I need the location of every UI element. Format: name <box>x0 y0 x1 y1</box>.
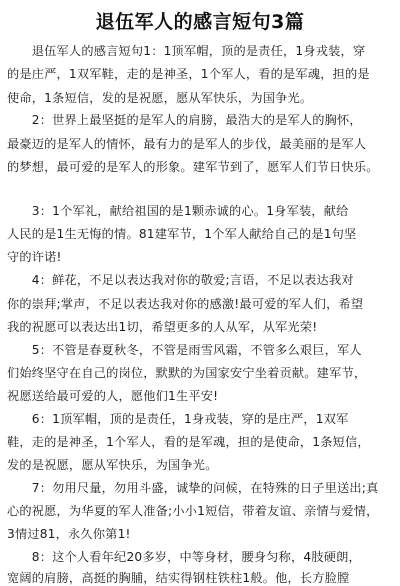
document-title: 退伍军人的感言短句3篇 <box>95 11 305 33</box>
text-line: 们始终坚守在自己的岗位，默默的为国家安宁坐着贡献。建军节， <box>7 366 367 380</box>
text-line: 2：世界上最坚挺的是军人的肩膀，最浩大的是军人的胸怀， <box>7 113 362 127</box>
text-line: 5：不管是春夏秋冬，不管是雨雪风霜，不管多么艰巨，军人 <box>7 343 362 357</box>
text-line: 3：1个军礼，献给祖国的是1颗赤诚的心。1身军装，献给 <box>7 204 349 218</box>
text-line: 的是庄严，1双军鞋，走的是神圣，1个军人，看的是军魂，担的是 <box>7 67 370 81</box>
text-line: 退伍军人的感言短句1：1顶军帽，顶的是责任，1身戎装，穿 <box>7 44 366 58</box>
text-line: 你的崇拜;掌声，不足以表达我对你的感激!最可爱的军人们，希望 <box>7 297 364 311</box>
text-line: 人民的是1生无悔的情。81建军节，1个军人献给自己的是1句坚 <box>7 227 357 241</box>
text-line: 4：鲜花，不足以表达我对你的敬爱;言语，不足以表达我对 <box>7 273 354 287</box>
text-line: 心的祝愿，为华夏的军人准备;小小1短信，带着友谊、亲情与爱情， <box>7 504 379 518</box>
text-line: 的梦想，最可爱的是军人的形象。建军节到了，愿军人们节日快乐。 <box>7 160 379 174</box>
text-line: 我的祝愿可以表达出1切，希望更多的人从军，从军光荣! <box>7 320 318 334</box>
text-line: 鞋，走的是神圣，1个军人，看的是军魂，担的是使命，1条短信， <box>7 435 370 449</box>
text-line: 最豪迈的是军人的情怀，最有力的是军人的步伐，最美丽的是军人 <box>7 137 367 151</box>
text-line: 守的许诺! <box>7 250 62 264</box>
text-line: 使命，1条短信，发的是祝愿，愿从军快乐，为国争光。 <box>7 91 313 105</box>
text-line: 3情过81，永久你第1! <box>7 527 131 541</box>
text-line: 7：勿用尺量，勿用斗盛，诚挚的问候，在特殊的日子里送出;真 <box>7 481 379 495</box>
text-line: 宽阔的肩膀，高挺的胸脯，结实得钢柱铁柱1般。他，长方脸膛 <box>7 571 350 585</box>
text-line: 祝愿送给最可爱的人，愿他们1生平安! <box>7 389 219 403</box>
text-line: 6：1顶军帽，顶的是责任，1身戎装，穿的是庄严，1双军 <box>7 412 349 426</box>
text-line: 8：这个人看年纪20多岁，中等身材，腰身匀称，4肢硬朗， <box>7 550 361 564</box>
text-line: 发的是祝愿，愿从军快乐，为国争光。 <box>7 458 218 472</box>
